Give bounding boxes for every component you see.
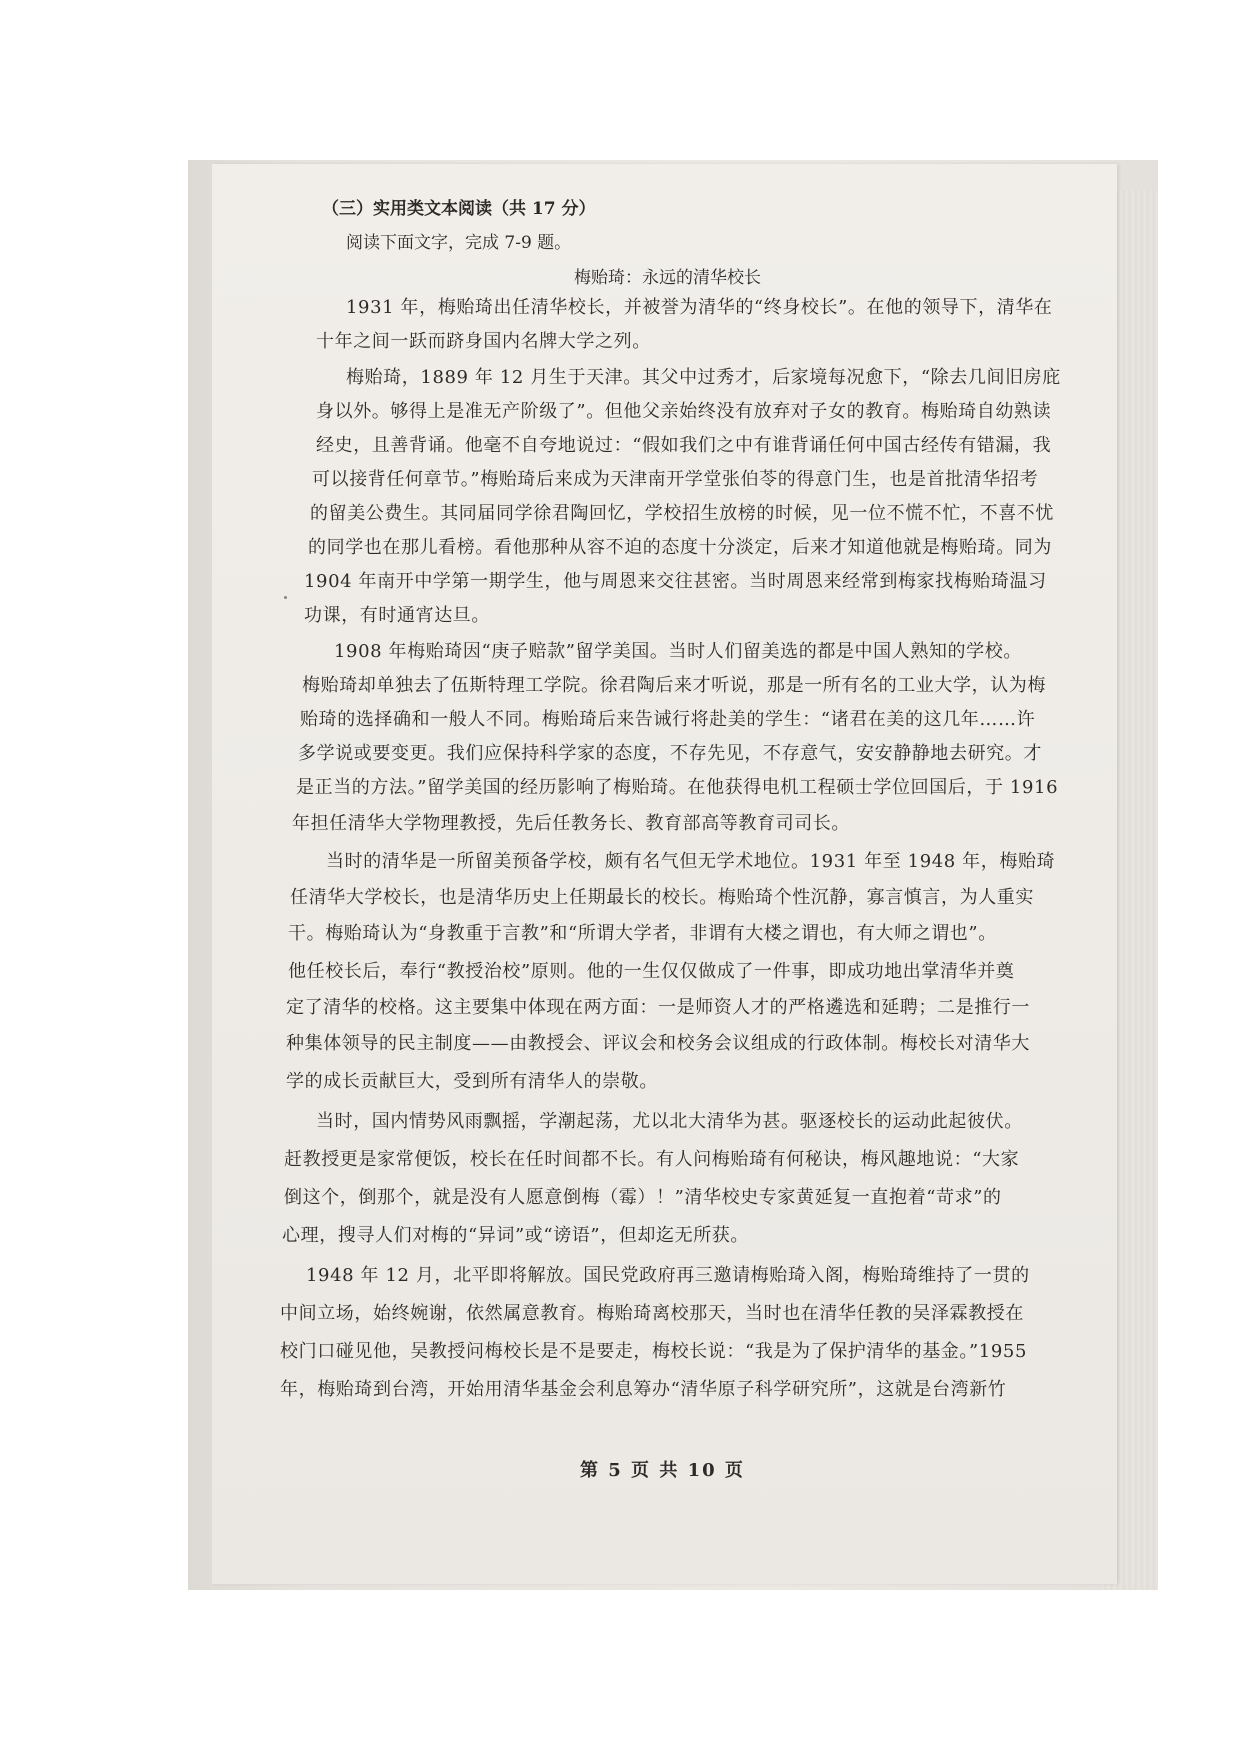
text-line: 梅贻琦却单独去了伍斯特理工学院。徐君陶后来才听说，那是一所有名的工业大学，认为梅	[302, 675, 1046, 696]
text-line: 他任校长后，奉行“教授治校”原则。他的一生仅仅做成了一件事，即成功地出掌清华并奠	[288, 961, 1015, 982]
text-line: 任清华大学校长，也是清华历史上任期最长的校长。梅贻琦个性沉静，寡言慎言，为人重实	[290, 887, 1034, 908]
text-line: 1908 年梅贻琦因“庚子赔款”留学美国。当时人们留美选的都是中国人熟知的学校。	[334, 641, 1022, 662]
text-line: 的留美公费生。其同届同学徐君陶回忆，学校招生放榜的时候，见一位不慌不忙，不喜不忧	[310, 503, 1054, 524]
text-line: 当时的清华是一所留美预备学校，颇有名气但无学术地位。1931 年至 1948 年，梅贻琦	[326, 851, 1056, 872]
text-line: 身以外。够得上是准无产阶级了”。但他父亲始终没有放弃对子女的教育。梅贻琦自幼熟读	[316, 401, 1052, 422]
text-line: 1904 年南开中学第一期学生，他与周恩来交往甚密。当时周恩来经常到梅家找梅贻琦温习	[304, 571, 1047, 592]
page-number-footer: 第 5 页 共 10 页	[580, 1460, 745, 1481]
text-line: 可以接背任何章节。”梅贻琦后来成为天津南开学堂张伯苓的得意门生，也是首批清华招考	[312, 469, 1039, 490]
instruction-text: 阅读下面文字，完成 7-9 题。	[346, 233, 572, 253]
section-heading: （三）实用类文本阅读（共 17 分）	[322, 199, 596, 219]
text-line: 1931 年，梅贻琦出任清华校长，并被誉为清华的“终身校长”。在他的领导下，清华在	[346, 297, 1053, 318]
text-line: 种集体领导的民主制度——由教授会、评议会和校务会议组成的行政体制。梅校长对清华大	[286, 1033, 1030, 1054]
text-line: 中间立场，始终婉谢，依然属意教育。梅贻琦离校那天，当时也在清华任教的吴泽霖教授在	[280, 1303, 1024, 1324]
text-line: 是正当的方法。”留学美国的经历影响了梅贻琦。在他获得电机工程硕士学位回国后，于 1916	[296, 777, 1059, 798]
text-line: 学的成长贡献巨大，受到所有清华人的崇敬。	[286, 1071, 658, 1092]
dust-speck	[284, 596, 287, 599]
text-line: 赶教授更是家常便饭，校长在任时间都不长。有人问梅贻琦有何秘诀，梅风趣地说：“大家	[284, 1149, 1020, 1170]
text-line: 干。梅贻琦认为“身教重于言教”和“所谓大学者，非谓有大楼之谓也，有大师之谓也”。	[288, 923, 997, 944]
text-line: 1948 年 12 月，北平即将解放。国民党政府再三邀请梅贻琦入阁，梅贻琦维持了一贯的	[306, 1265, 1030, 1286]
text-line: 多学说或要变更。我们应保持科学家的态度，不存先见，不存意气，安安静静地去研究。才	[298, 743, 1042, 764]
text-line: 校门口碰见他，吴教授问梅校长是不是要走，梅校长说：“我是为了保护清华的基金。”1955	[280, 1341, 1028, 1362]
text-line: 十年之间一跃而跻身国内名牌大学之列。	[316, 331, 651, 352]
text-line: 倒这个，倒那个，就是没有人愿意倒梅（霉）！”清华校史专家黄延复一直抱着“苛求”的	[284, 1187, 1002, 1208]
text-line: 梅贻琦，1889 年 12 月生于天津。其父中过秀才，后家境每况愈下，“除去几间旧房庇	[346, 367, 1061, 388]
text-line: 定了清华的校格。这主要集中体现在两方面：一是师资人才的严格遴选和延聘；二是推行一	[286, 997, 1030, 1018]
text-line: 贻琦的选择确和一般人不同。梅贻琦后来告诫行将赴美的学生：“诸君在美的这几年……许	[300, 709, 1036, 730]
text-line: 功课，有时通宵达旦。	[304, 605, 490, 626]
article-title: 梅贻琦：永远的清华校长	[574, 268, 761, 288]
text-line: 年，梅贻琦到台湾，开始用清华基金会利息筹办“清华原子科学研究所”，这就是台湾新竹	[280, 1379, 1007, 1400]
text-line: 心理，搜寻人们对梅的“异词”或“谤语”，但却迄无所获。	[282, 1225, 750, 1246]
text-line: 年担任清华大学物理教授，先后任教务长、教育部高等教育司司长。	[292, 813, 850, 834]
text-line: 的同学也在那儿看榜。看他那种从容不迫的态度十分淡定，后来才知道他就是梅贻琦。同为	[308, 537, 1052, 558]
text-line: 经史，且善背诵。他毫不自夸地说过：“假如我们之中有谁背诵任何中国古经传有错漏，我	[316, 435, 1052, 456]
text-line: 当时，国内情势风雨飘摇，学潮起荡，尤以北大清华为甚。驱逐校长的运动此起彼伏。	[316, 1111, 1023, 1132]
